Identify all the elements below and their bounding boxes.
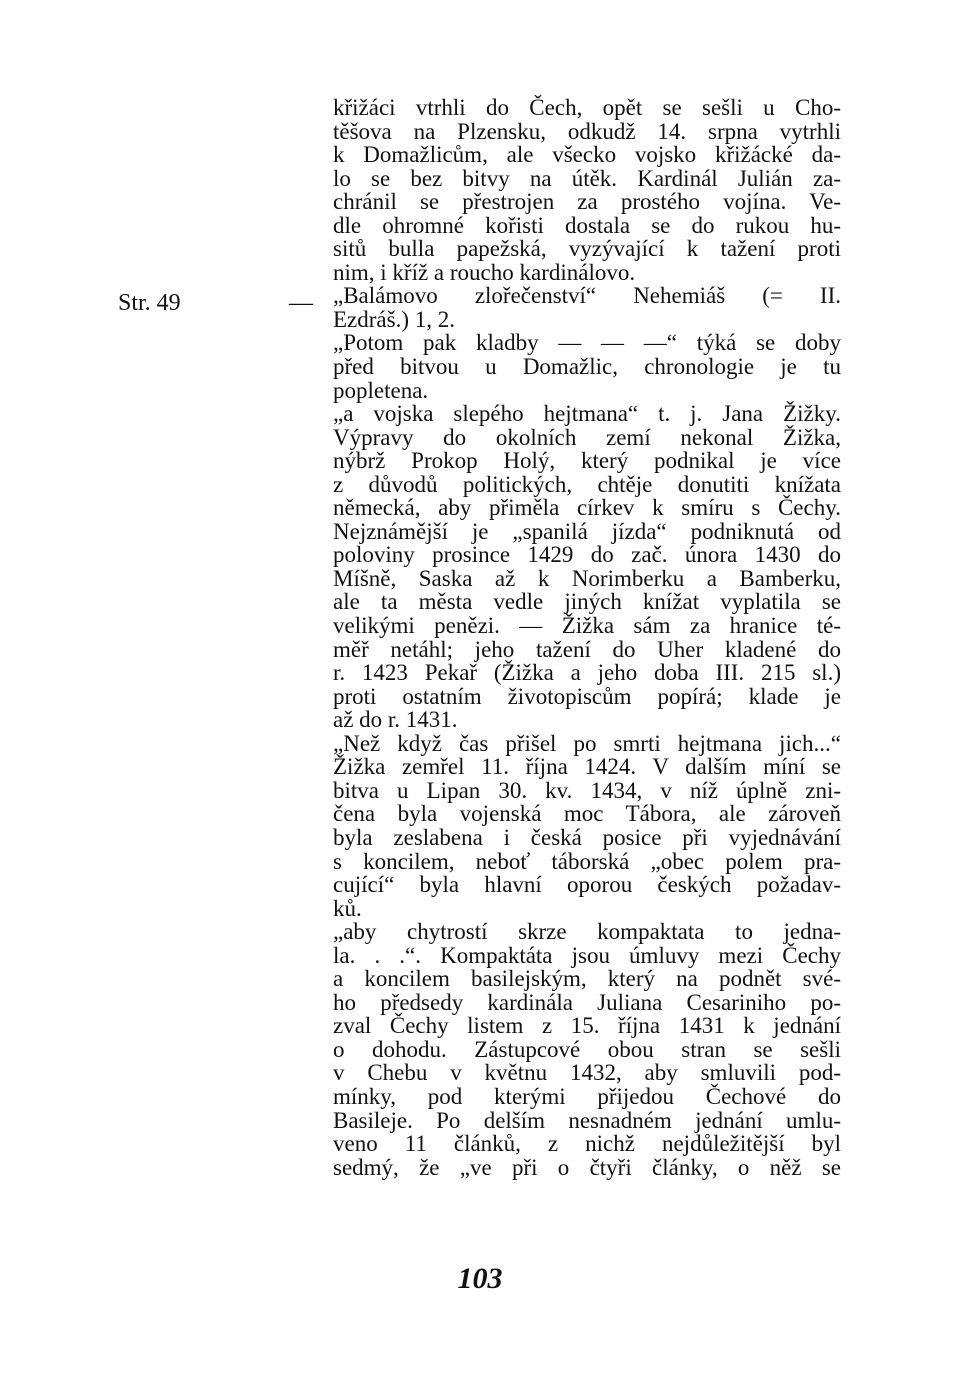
text-line: „a vojska slepého hejtmana“ t. j. Jana Žižky.: [333, 401, 841, 427]
text-line: popletena.: [333, 377, 429, 403]
text-line: lo se bez bitvy na útěk. Kardinál Julián za-: [333, 165, 841, 191]
text-line: chránil se přestrojen za prostého vojína. Ve-: [333, 189, 841, 215]
text-line: proti ostatním životopiscům popírá; klade je: [333, 683, 841, 709]
text-line: čena byla vojenská moc Tábora, ale zároveň: [333, 801, 841, 827]
text-line: křižáci vtrhli do Čech, opět se sešli u Cho-: [333, 95, 841, 120]
text-line: byla zeslabena i česká posice při vyjednávání: [333, 824, 841, 850]
margin-page-reference: Str. 49: [118, 290, 181, 316]
text-line: ků.: [333, 895, 362, 921]
text-line: až do r. 1431.: [333, 707, 458, 733]
text-line: „Než když čas přišel po smrti hejtmana jich...“: [333, 730, 841, 756]
text-line: k Domažlicům, ale všecko vojsko křižácké da-: [333, 142, 841, 168]
text-line: těšova na Plzensku, odkudž 14. srpna vytrhli: [333, 118, 841, 144]
text-line: „Balámovo zlořečenství“ Nehemiáš (= II.: [333, 283, 841, 309]
text-line: ale ta města vedle jiných knížat vyplatila se: [333, 589, 841, 615]
text-line: měř netáhl; jeho tažení do Uher kladené do: [333, 636, 841, 662]
text-line: poloviny prosince 1429 do zač. února 1430 do: [333, 542, 841, 568]
text-line: nýbrž Prokop Holý, který podnikal je více: [333, 448, 841, 474]
body-text: [333, 96, 841, 1179]
text-line: Ezdráš.) 1, 2.: [333, 306, 455, 332]
text-line: německá, aby přiměla církev k smíru s Čechy.: [333, 495, 841, 521]
text-line: a koncilem basilejským, který na podnět své-: [333, 966, 841, 992]
text-line: v Chebu v květnu 1432, aby smluvili pod-: [333, 1060, 841, 1086]
text-line: bitva u Lipan 30. kv. 1434, v níž úplně zni-: [333, 777, 841, 803]
text-line: r. 1423 Pekař (Žižka a jeho doba III. 215 sl.): [333, 660, 841, 686]
text-line: s koncilem, neboť táborská „obec polem pra-: [333, 848, 841, 874]
text-line: „Potom pak kladby — — —“ týká se doby: [333, 330, 841, 356]
text-line: z důvodů politických, chtěje donutiti knížata: [333, 471, 841, 497]
text-line: „aby chytrostí skrze kompaktata to jedna-: [333, 919, 841, 945]
margin-dash: —: [289, 290, 313, 316]
text-line: před bitvou u Domažlic, chronologie je tu: [333, 354, 841, 380]
text-line: mínky, pod kterými přijedou Čechové do: [333, 1083, 841, 1109]
text-line: sedmý, že „ve při o čtyři články, o něž se: [333, 1154, 841, 1180]
text-line: o dohodu. Zástupcové obou stran se sešli: [333, 1036, 841, 1062]
text-line: Nejznámější je „spanilá jízda“ podniknutá od: [333, 518, 841, 544]
text-line: Míšně, Saska až k Norimberku a Bamberku,: [333, 565, 841, 591]
text-line: ho předsedy kardinála Juliana Cesariniho po-: [333, 989, 841, 1015]
text-line: Žižka zemřel 11. října 1424. V dalším míní se: [333, 754, 841, 780]
text-line: velikými penězi. — Žižka sám za hranice té-: [333, 613, 841, 639]
text-line: Basileje. Po delším nesnadném jednání umlu-: [333, 1107, 841, 1133]
text-line: cující“ byla hlavní oporou českých požadav-: [333, 872, 841, 898]
text-line: dle ohromné kořisti dostala se do rukou hu-: [333, 212, 841, 238]
text-line: nim, i kříž a roucho kardinálovo.: [333, 259, 636, 285]
page-number: 103: [457, 1262, 503, 1295]
text-line: sitů bulla papežská, vyzývající k tažení proti: [333, 236, 841, 262]
text-line: veno 11 článků, z nichž nejdůležitější byl: [333, 1131, 841, 1157]
text-line: la. . .“. Kompaktáta jsou úmluvy mezi Čechy: [333, 942, 841, 968]
text-line: Výpravy do okolních zemí nekonal Žižka,: [333, 424, 841, 450]
text-line: zval Čechy listem z 15. října 1431 k jednání: [333, 1013, 841, 1039]
